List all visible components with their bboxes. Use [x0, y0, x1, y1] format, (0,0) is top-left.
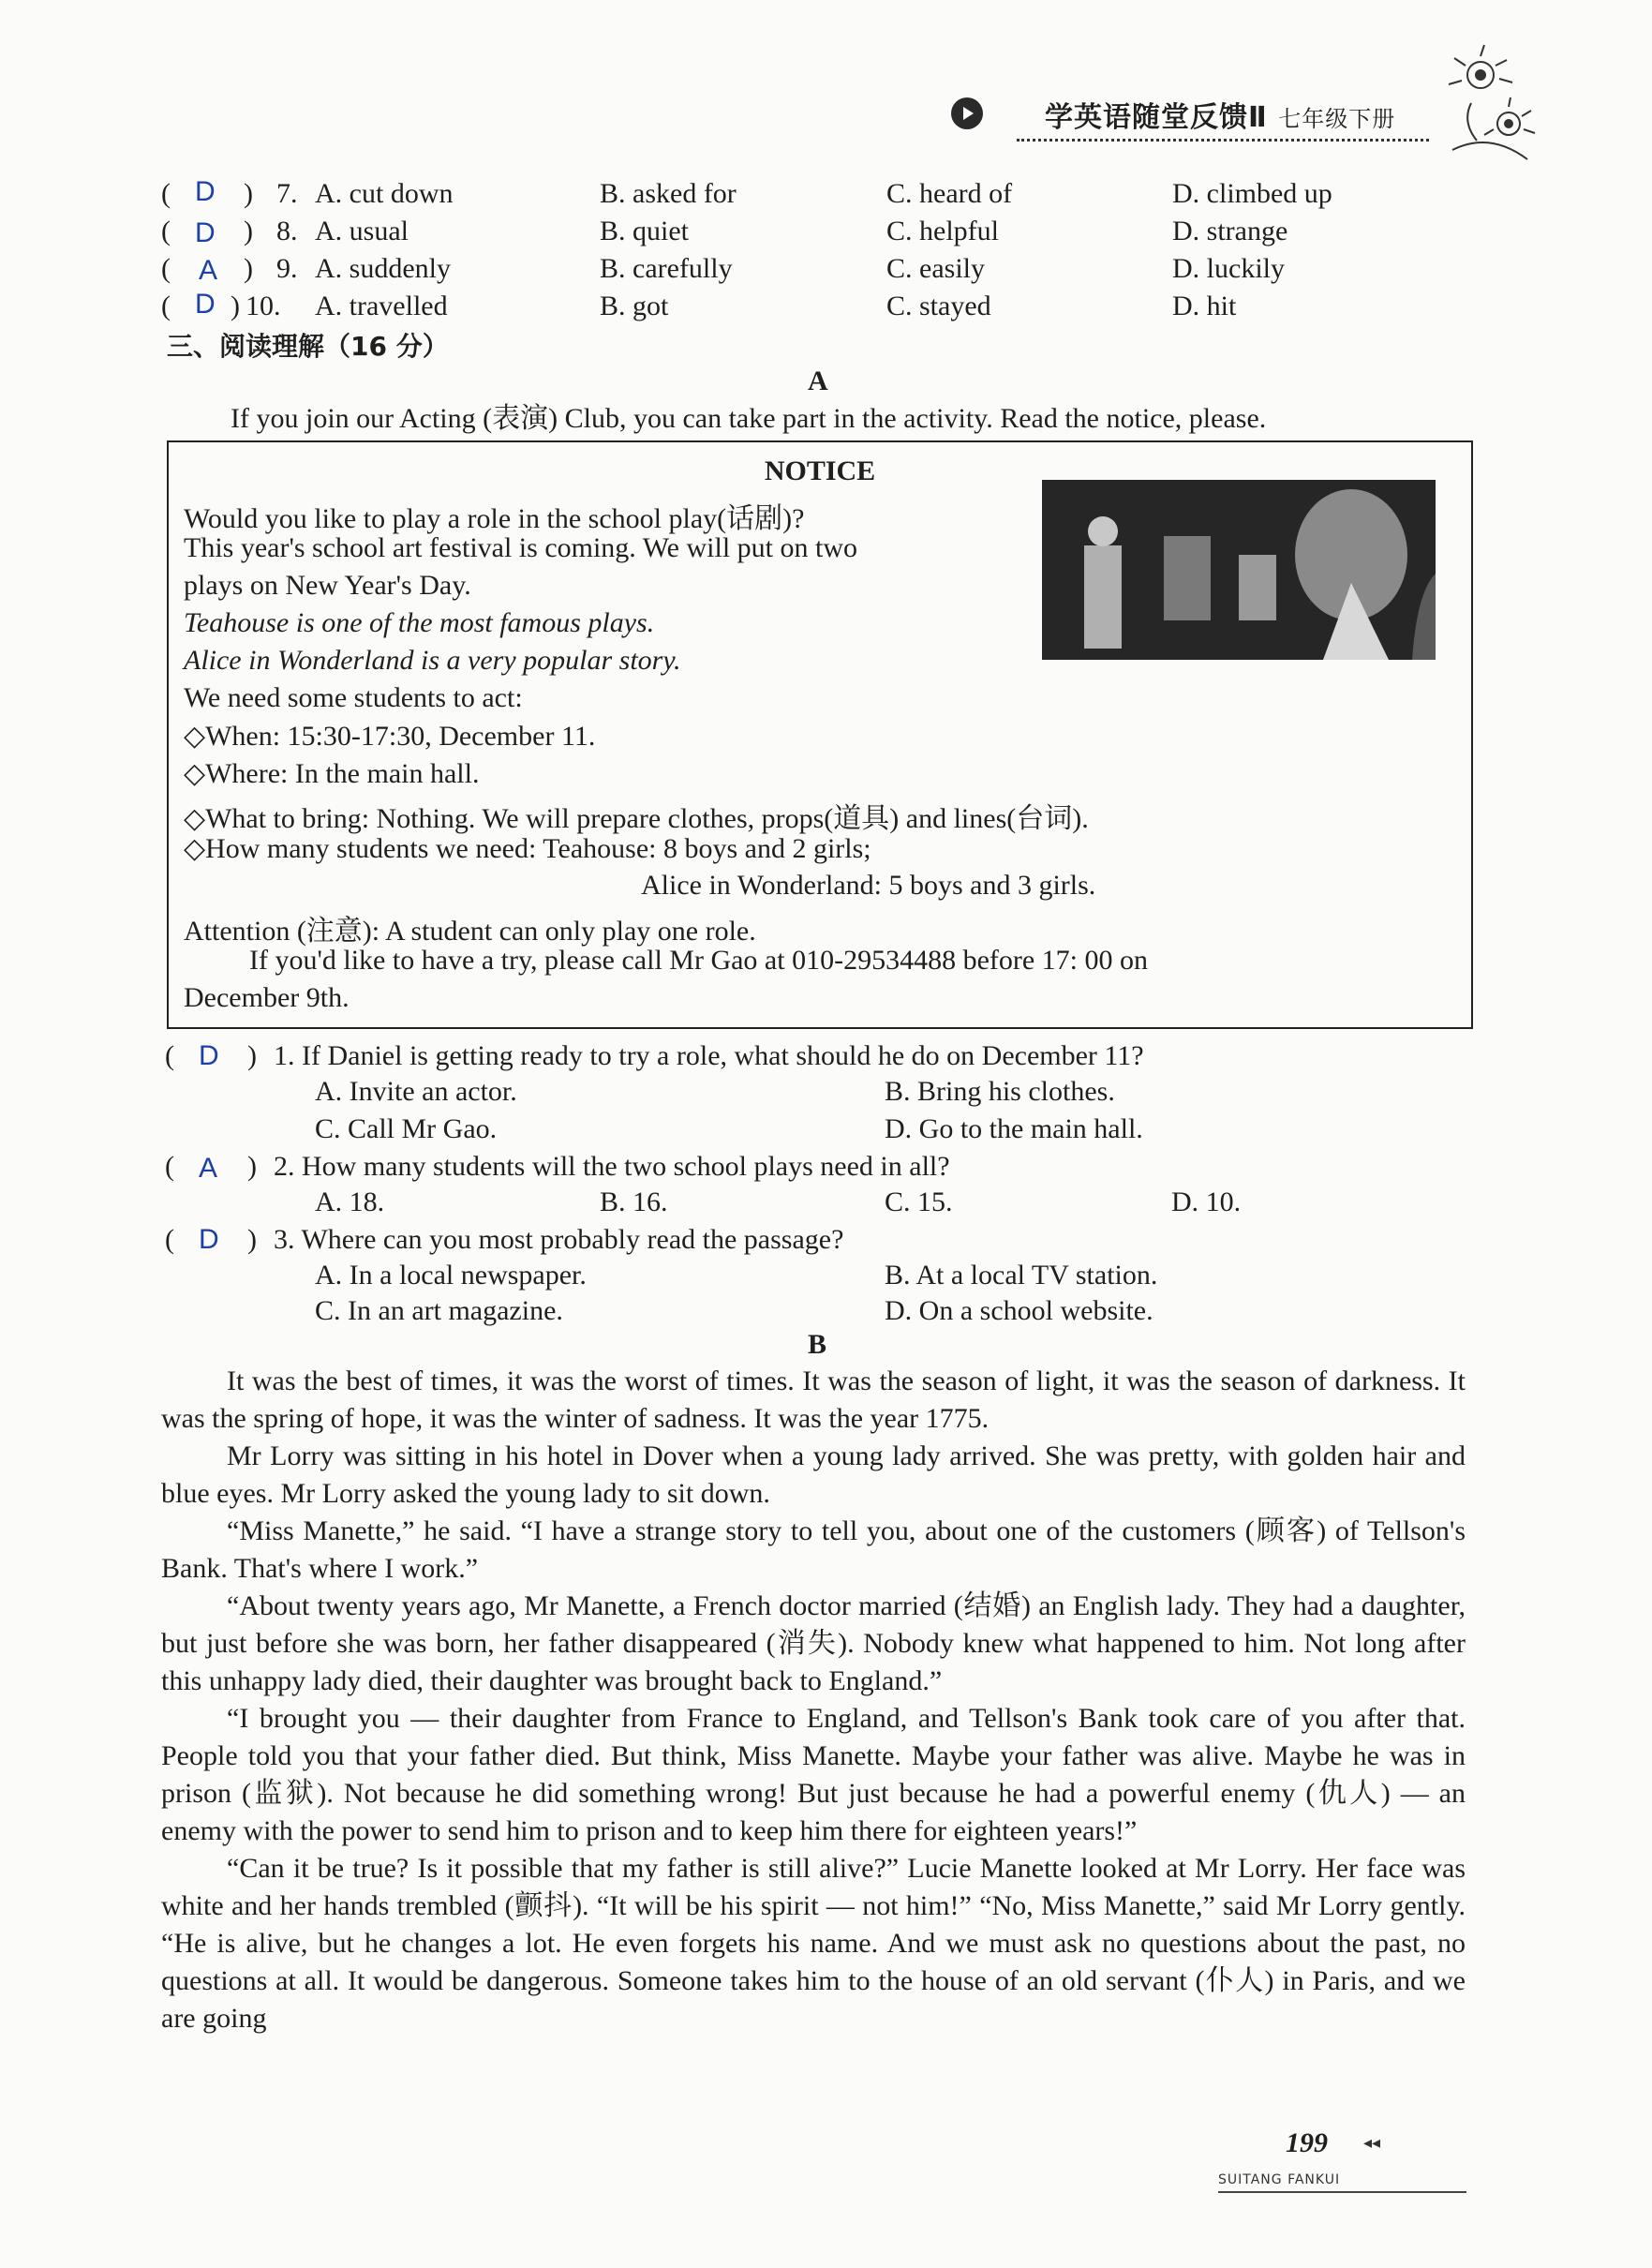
option-a: A. cut down: [315, 178, 454, 209]
option-d: D. Go to the main hall.: [885, 1113, 1143, 1144]
option-d: D. hit: [1172, 291, 1237, 321]
paragraph: It was the best of times, it was the worst of times. It was the season of light, it was the season of darkness. It was the spring of hope, it was the winter of sadness. It was the year 1775.: [161, 1365, 1466, 1434]
answer-mark: D: [199, 1040, 219, 1071]
footer-rule: [1218, 2191, 1466, 2193]
answer-mark: D: [195, 217, 216, 248]
stage-photo-image: [1042, 480, 1436, 660]
notice-alice-count: Alice in Wonderland: 5 boys and 3 girls.: [641, 870, 1096, 901]
part-a-intro: If you join our Acting (表演) Club, you can take part in the activity. Read the notice, please.: [231, 403, 1267, 434]
notice-where: ◇Where: In the main hall.: [184, 758, 480, 789]
notice-deadline: December 9th.: [184, 982, 350, 1013]
option-b: B. asked for: [600, 178, 737, 209]
page: 学英语随堂反馈Ⅱ 七年级下册 ( D ) 7. A. cut down B. asked for C. heard of D. climbed up ( D ) 8. A. usual B. quiet C. helpful D. strange ( A ) 9. A. suddenly B. carefully C. easily D. luckily ( D ) 10. A. travelled B. got C. stayed D. hit 三、阅读理解（16 分） A If you join our Acting (表演) Club, you can take part in the activity. Read the notice, please. NOTICE Would you like to play a role in the school play(话剧)? This year's school art festival is coming. We will put on two plays on New Year's Day. Teahouse is one of the most famous plays. Alice in Wonderland is a very popular story. We need some students to act: ◇When: 15:30-17:30, December 11. ◇Where: In the main hall. ◇What to bring: Nothing. We will prepare clothes, props(道具) and lines(台词). ◇How many students we need: Teahouse: 8 boys and 2 girls; Alice in Wonderland: 5 boys and 3 girls. Attention (注意): A student can only play one role. If you'd like to have a try, please call Mr Gao at 010-29534488 before 17: 00 on December 9th. ( D ) 1. If Daniel is getting ready to try a role, what should he do on December 11? A. Invite an actor. B. Bring his clothes. C. Call Mr Gao. D. Go to the main hall. ( A ) 2. How many students will the two school plays need in all? A. 18. B. 16. C. 15. D. 10. ( D ) 3. Where can you most probably read the passage? A. In a local newspaper. B. At a local TV station. C. In an art magazine. D. On a school website. B It was the best of times, it was the worst of times. It was the season of light, it was the season of darkness. It was the spring of hope, it was the winter of sadness. It was the year 1775. Mr Lorry was sitting in his hotel in Dover when a young lady arrived. She was pretty, with golden hair and blue eyes. Mr Lorry asked the young lady to sit down. “Miss Manette,” he said. “I have a strange story to tell you, about one of the customers (顾客) of Tellson's Bank. That's where I work.” “About twenty years ago, Mr Manette, a French doctor married (结婚) an English lady. They had a daughter, but just before she was born, her father disappeared (消失). Nobody knew what happened to him. Not long after this unhappy lady died, their daughter was brought back to England.” “I brought you — their daughter from France to England, and Tellson's Bank took care of you after that. People told you that your father died. But think, Miss Manette. Maybe your father was alive. Maybe he was in prison (监狱). Not because he did something wrong! But just because he had a powerful enemy (仇人) — an enemy with the power to send him to prison and to keep him there for eighteen years!” “Can it be true? Is it possible that my father is still alive?” Lucie Manette looked at Mr Lorry. Her face was white and her hands trembled (颤抖). “It will be his spirit — not him!” “No, Miss Manette,” said Mr Lorry gently. “He is alive, but he changes a lot. He even forgets his name. And we must ask no questions about the past, no questions at all. It would be dangerous. Someone takes him to the house of an old servant (仆人) in Paris, and we are going 199 ◂◂ SUITANG FANKUI: [0, 0, 1652, 2268]
option-b: B. At a local TV station.: [885, 1260, 1158, 1291]
notice-attention: Attention (注意): A student can only play one role.: [184, 916, 756, 947]
notice-box: [167, 440, 1473, 1029]
notice-how-many: ◇How many students we need: Teahouse: 8 boys and 2 girls;: [184, 833, 871, 864]
footer-brand: SUITANG FANKUI: [1218, 2172, 1341, 2187]
play-icon: [951, 97, 983, 129]
option-d: D. luckily: [1172, 253, 1285, 284]
option-a: A. suddenly: [315, 253, 451, 284]
option-b: B. quiet: [600, 216, 689, 246]
flower-decoration-icon: [1434, 37, 1546, 178]
notice-line: Alice in Wonderland is a very popular story.: [184, 645, 681, 676]
notice-line: This year's school art festival is coming. We will put on two: [184, 532, 857, 563]
notice-line: Would you like to play a role in the school play(话剧)?: [184, 503, 805, 534]
notice-contact: If you'd like to have a try, please call Mr Gao at 010-29534488 before 17: 00 on: [249, 945, 1149, 976]
option-c: C. In an art magazine.: [315, 1295, 563, 1326]
question-number: 10.: [246, 291, 281, 321]
question-number: 8.: [276, 216, 298, 246]
part-b-passage: [161, 1363, 1466, 2037]
option-d: D. strange: [1172, 216, 1288, 246]
option-b: B. carefully: [600, 253, 733, 284]
answer-mark: D: [195, 289, 216, 320]
option-d: D. 10.: [1171, 1186, 1242, 1217]
option-a: A. Invite an actor.: [315, 1076, 517, 1107]
paragraph: “I brought you — their daughter from France to England, and Tellson's Bank took care of you after that. People told you that your father died. But think, Miss Manette. Maybe your father was alive. Maybe he was in prison (监狱). Not because he did something wrong! But just because he had a powerful enemy (仇人) — an enemy with the power to send him to prison and to keep him there for eighteen years!”: [161, 1703, 1466, 1846]
running-header: [951, 92, 1457, 137]
question-number: 7.: [276, 178, 298, 209]
option-c: C. helpful: [886, 216, 999, 246]
paragraph: “About twenty years ago, Mr Manette, a French doctor married (结婚) an English lady. They had a daughter, but just before she was born, her father disappeared (消失). Nobody knew what happened to him. Not long after this unhappy lady died, their daughter was brought back to England.”: [161, 1590, 1466, 1696]
option-a: A. usual: [315, 216, 409, 246]
question-number: 9.: [276, 253, 298, 284]
notice-when: ◇When: 15:30-17:30, December 11.: [184, 721, 596, 752]
section-title: 三、阅读理解（16 分）: [167, 331, 449, 362]
option-b: B. got: [600, 291, 669, 321]
paragraph: Mr Lorry was sitting in his hotel in Dover when a young lady arrived. She was pretty, with golden hair and blue eyes. Mr Lorry asked the young lady to sit down.: [161, 1440, 1466, 1509]
part-a-label: A: [808, 366, 828, 396]
book-volume: Ⅱ: [1248, 101, 1268, 134]
paragraph: “Miss Manette,” he said. “I have a strange story to tell you, about one of the customers (顾客) of Tellson's Bank. That's where I work.”: [161, 1515, 1466, 1584]
question-1: 1. If Daniel is getting ready to try a role, what should he do on December 11?: [274, 1040, 1144, 1071]
option-b: B. Bring his clothes.: [885, 1076, 1115, 1107]
option-a: A. 18.: [315, 1186, 385, 1217]
book-title: 学英语随堂反馈: [1045, 101, 1248, 134]
answer-mark: D: [195, 176, 216, 207]
answer-mark: A: [199, 255, 218, 286]
question-2: 2. How many students will the two school plays need in all?: [274, 1151, 950, 1182]
option-c: C. easily: [886, 253, 985, 284]
option-c: C. 15.: [885, 1186, 953, 1217]
page-number: 199: [1286, 2127, 1328, 2158]
school-play-photo: [1042, 480, 1436, 660]
option-d: D. On a school website.: [885, 1295, 1153, 1326]
question-3: 3. Where can you most probably read the passage?: [274, 1224, 844, 1255]
answer-mark: A: [199, 1153, 218, 1184]
notice-title: NOTICE: [764, 455, 876, 486]
option-b: B. 16.: [600, 1186, 668, 1217]
option-c: C. Call Mr Gao.: [315, 1113, 498, 1144]
notice-line: plays on New Year's Day.: [184, 570, 471, 601]
part-b-label: B: [808, 1329, 827, 1360]
notice-what-to-bring: ◇What to bring: Nothing. We will prepare clothes, props(道具) and lines(台词).: [184, 803, 1089, 834]
option-c: C. stayed: [886, 291, 991, 321]
answer-mark: D: [199, 1224, 219, 1255]
notice-line: We need some students to act:: [184, 682, 523, 713]
option-a: A. travelled: [315, 291, 448, 321]
book-grade: 七年级下册: [1278, 106, 1396, 132]
paragraph: “Can it be true? Is it possible that my father is still alive?” Lucie Manette looked at Mr Lorry. Her face was white and her hands trembled (颤抖). “It will be his spirit — not him!” “No, Miss Manette,” said Mr Lorry gently. “He is alive, but he changes a lot. He even forgets his name. And we must ask no questions about the past, no questions at all. It would be dangerous. Someone takes him to the house of an old servant (仆人) in Paris, and we are going: [161, 1853, 1466, 2034]
notice-line: Teahouse is one of the most famous plays.: [184, 607, 655, 638]
option-d: D. climbed up: [1172, 178, 1332, 209]
option-c: C. heard of: [886, 178, 1013, 209]
arrow-left-icon: ◂◂: [1363, 2133, 1381, 2152]
header-dotted-line: [1017, 139, 1429, 142]
option-a: A. In a local newspaper.: [315, 1260, 587, 1291]
